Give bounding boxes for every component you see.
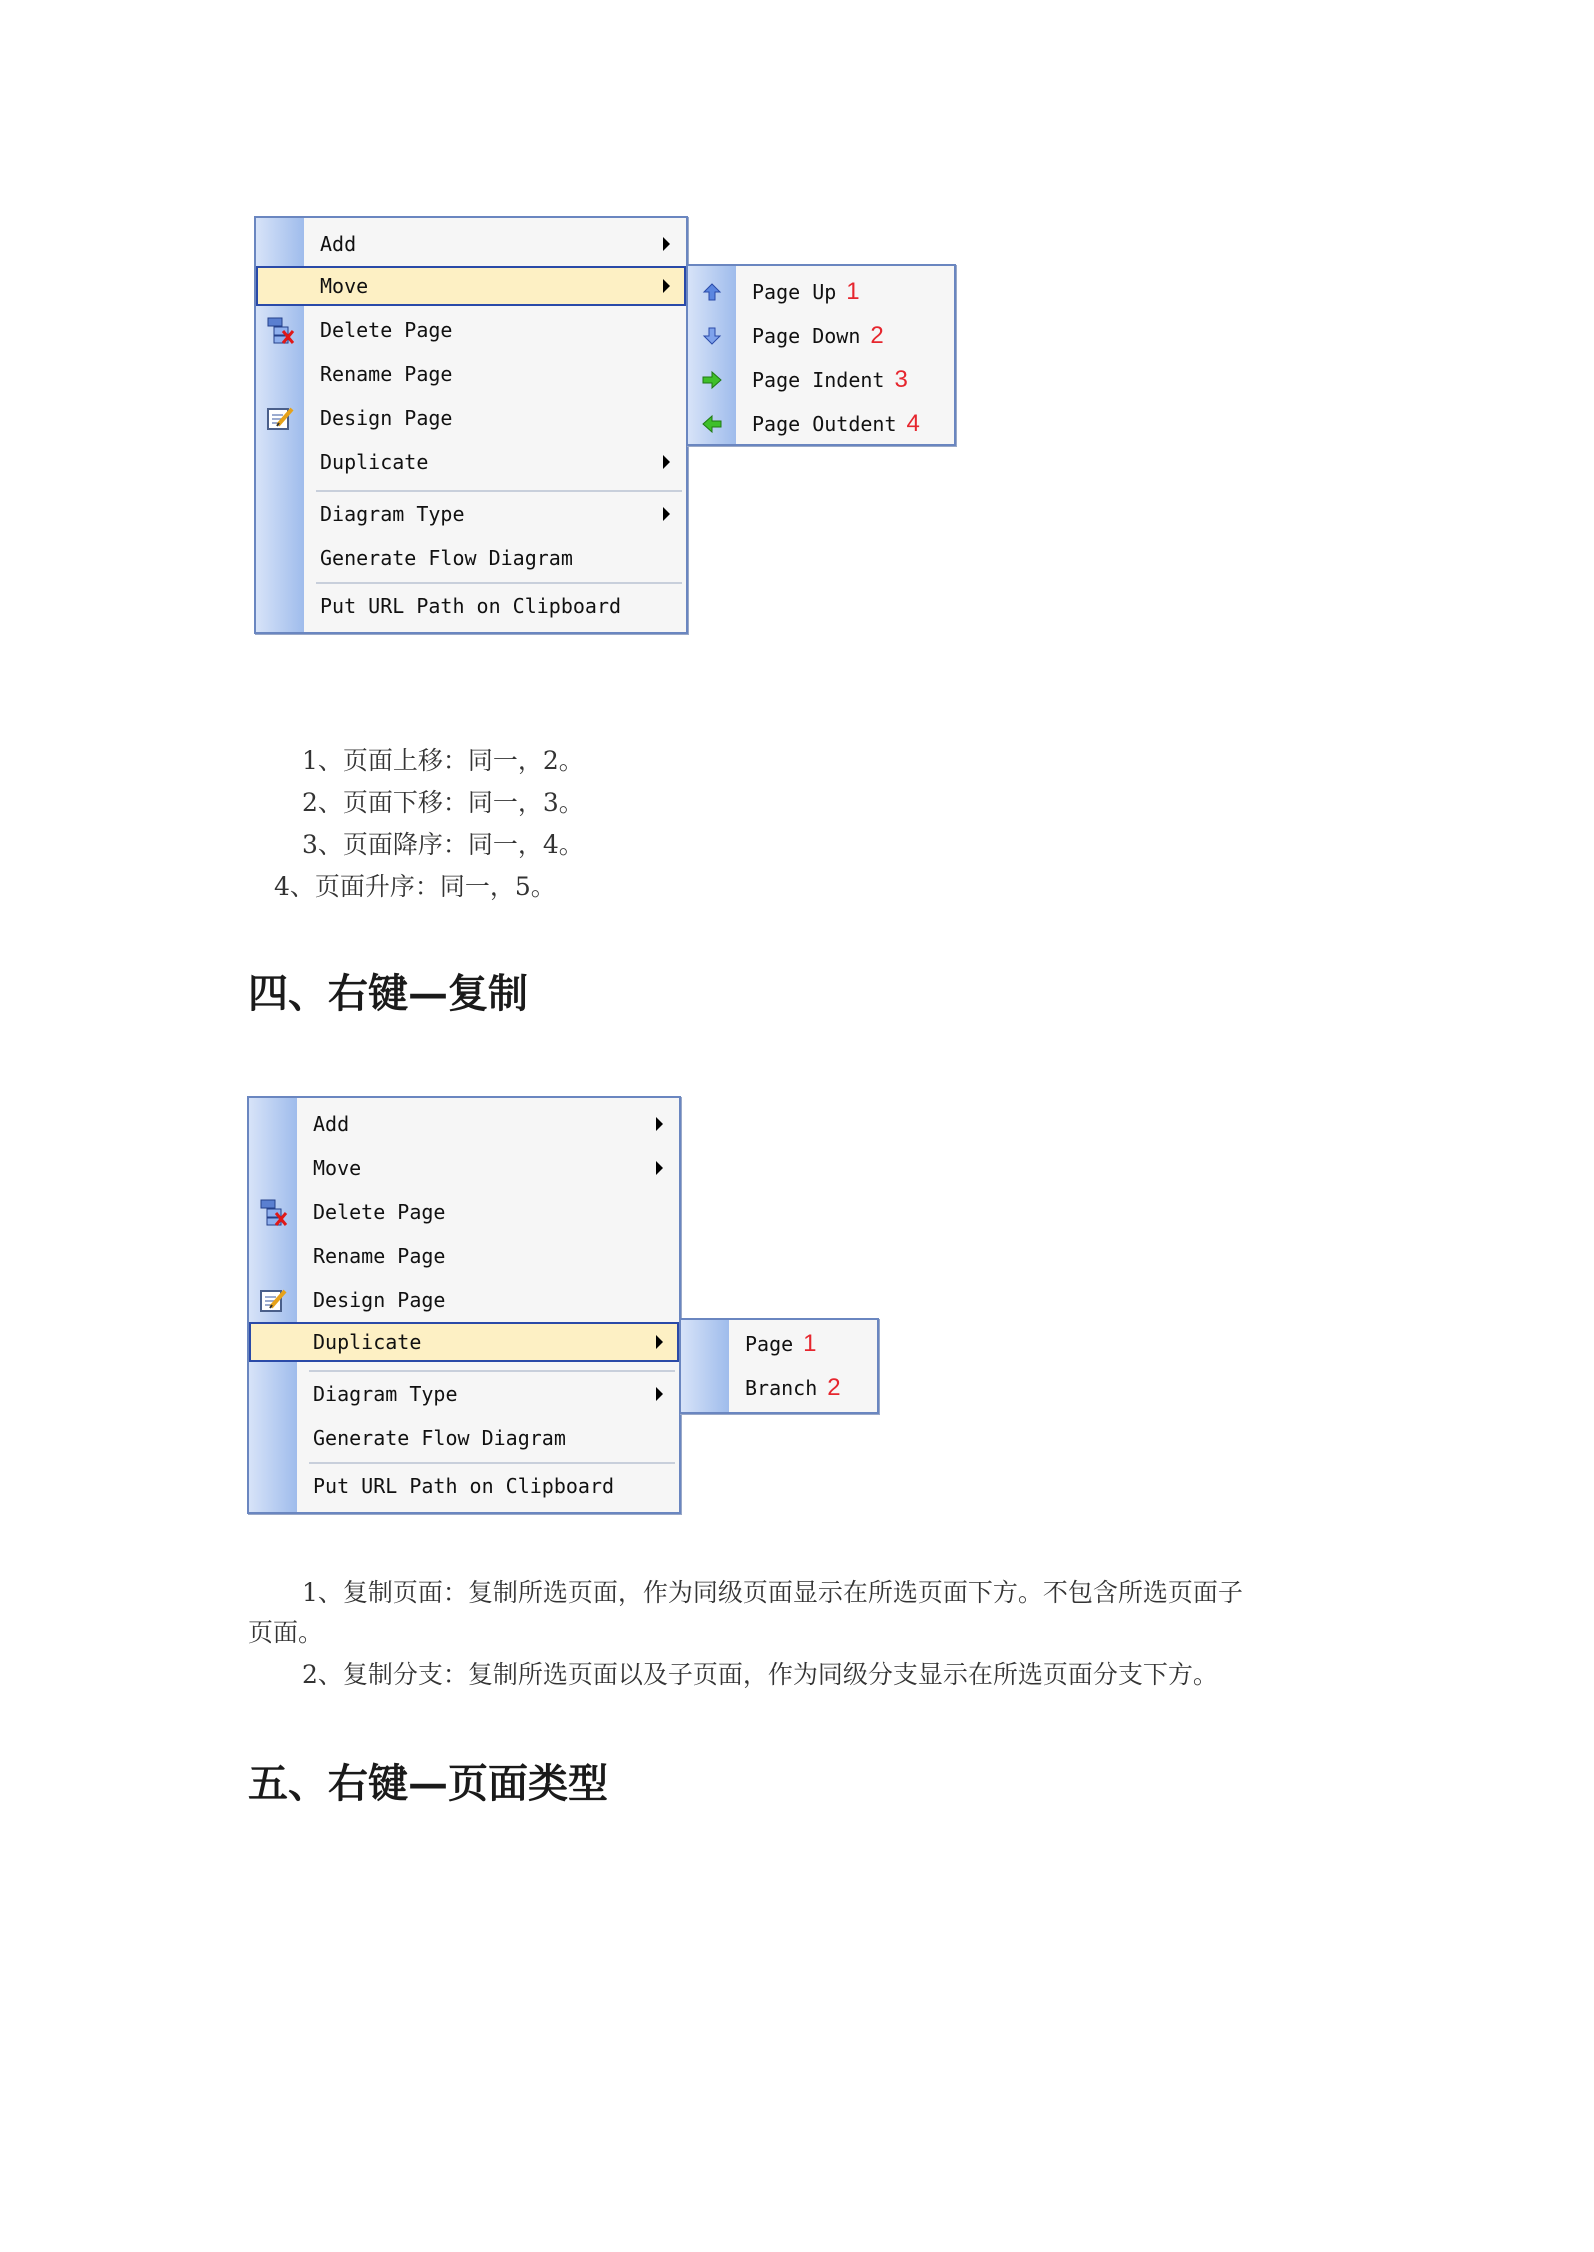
label-text: Page Indent — [752, 368, 885, 392]
menu-item-generate-flow-diagram[interactable] — [249, 1418, 679, 1458]
arrow-left-icon — [696, 408, 728, 440]
menu-item-generate-flow-diagram[interactable] — [256, 538, 686, 578]
annotation-number: 1 — [846, 278, 860, 305]
menu-item-label: Add — [313, 1112, 350, 1136]
design-page-icon — [264, 402, 296, 434]
menu-item-page-down[interactable] — [688, 316, 954, 356]
annotation-number: 4 — [906, 410, 920, 437]
menu-item-label: Move — [313, 1156, 362, 1180]
menu-item-label: Delete Page — [320, 318, 453, 342]
arrow-down-icon — [696, 320, 728, 352]
menu-item-label: Design Page — [320, 406, 453, 430]
menu-item-label: Duplicate — [313, 1330, 422, 1354]
menu-item-move[interactable] — [249, 1148, 679, 1188]
label-text: Branch — [745, 1376, 818, 1400]
menu-item-page-outdent[interactable] — [688, 404, 954, 444]
menu-separator — [316, 490, 682, 492]
menu-item-design-page[interactable] — [249, 1280, 679, 1320]
menu-item-branch[interactable] — [681, 1368, 877, 1408]
menu-item-rename-page[interactable] — [249, 1236, 679, 1276]
description-line: 页面。 — [248, 1618, 324, 1647]
menu-item-rename-page[interactable] — [256, 354, 686, 394]
submenu-arrow-icon — [656, 1335, 663, 1349]
submenu-arrow-icon — [656, 1161, 663, 1175]
submenu-arrow-icon — [663, 455, 670, 469]
menu-separator — [309, 1370, 675, 1372]
menu-item-page-up[interactable] — [688, 272, 954, 312]
label-text: Page Up — [752, 280, 837, 304]
menu-item-label: Diagram Type — [320, 502, 465, 526]
annotation-number: 2 — [870, 322, 884, 349]
section-heading: 五、右键—页面类型 — [248, 1760, 608, 1807]
arrow-up-icon — [696, 276, 728, 308]
list-item: 3、页面降序：同一，4。 — [302, 830, 584, 859]
menu-item-page[interactable] — [681, 1324, 877, 1364]
menu-item-page-indent[interactable] — [688, 360, 954, 400]
menu-item-diagram-type[interactable] — [249, 1374, 679, 1414]
label-text: Page — [745, 1332, 794, 1356]
duplicate-submenu — [679, 1318, 879, 1414]
menu-item-duplicate[interactable] — [249, 1322, 679, 1362]
menu-item-label: Delete Page — [313, 1200, 446, 1224]
menu-item-delete-page[interactable] — [249, 1192, 679, 1232]
menu-item-label — [752, 366, 908, 394]
annotation-number: 3 — [894, 366, 908, 393]
annotation-number: 1 — [803, 1330, 817, 1357]
menu-item-diagram-type[interactable] — [256, 494, 686, 534]
menu-item-design-page[interactable] — [256, 398, 686, 438]
move-submenu — [686, 264, 956, 446]
menu-item-put-url-path[interactable] — [256, 586, 686, 626]
menu-item-label: Design Page — [313, 1288, 446, 1312]
delete-page-icon — [257, 1196, 289, 1228]
delete-page-icon — [264, 314, 296, 346]
list-item: 4、页面升序：同一，5。 — [274, 872, 556, 901]
menu-item-add[interactable] — [256, 224, 686, 264]
menu-item-label: Generate Flow Diagram — [320, 546, 573, 570]
description-line: 1、复制页面：复制所选页面，作为同级页面显示在所选页面下方。不包含所选页面子 — [302, 1578, 1243, 1607]
menu-item-label — [745, 1330, 817, 1358]
label-text: Page Down — [752, 324, 861, 348]
menu-item-add[interactable] — [249, 1104, 679, 1144]
menu-item-label — [752, 410, 920, 438]
menu-item-delete-page[interactable] — [256, 310, 686, 350]
menu-separator — [309, 1462, 675, 1464]
submenu-arrow-icon — [656, 1387, 663, 1401]
submenu-arrow-icon — [663, 237, 670, 251]
menu-item-label — [752, 278, 860, 306]
menu-item-label: Add — [320, 232, 357, 256]
menu-item-label: Move — [320, 274, 369, 298]
menu-item-label — [752, 322, 884, 350]
list-item: 1、页面上移：同一，2。 — [302, 746, 584, 775]
submenu-arrow-icon — [663, 279, 670, 293]
submenu-arrow-icon — [656, 1117, 663, 1131]
menu-item-label: Rename Page — [313, 1244, 446, 1268]
list-item: 2、页面下移：同一，3。 — [302, 788, 584, 817]
design-page-icon — [257, 1284, 289, 1316]
menu-item-label: Duplicate — [320, 450, 429, 474]
menu-item-label — [745, 1374, 841, 1402]
menu-item-label: Rename Page — [320, 362, 453, 386]
menu-item-put-url-path[interactable] — [249, 1466, 679, 1506]
section-heading: 四、右键—复制 — [248, 970, 528, 1017]
menu-item-label: Diagram Type — [313, 1382, 458, 1406]
menu-item-label: Generate Flow Diagram — [313, 1426, 566, 1450]
menu-item-label: Put URL Path on Clipboard — [320, 594, 622, 618]
label-text: Page Outdent — [752, 412, 897, 436]
menu-separator — [316, 582, 682, 584]
description-line: 2、复制分支：复制所选页面以及子页面，作为同级分支显示在所选页面分支下方。 — [302, 1660, 1218, 1689]
menu-item-duplicate[interactable] — [256, 442, 686, 482]
menu-item-move[interactable] — [256, 266, 686, 306]
annotation-number: 2 — [827, 1374, 841, 1401]
submenu-arrow-icon — [663, 507, 670, 521]
context-menu-2 — [247, 1096, 681, 1514]
arrow-right-icon — [696, 364, 728, 396]
menu-item-label: Put URL Path on Clipboard — [313, 1474, 615, 1498]
context-menu-1 — [254, 216, 688, 634]
